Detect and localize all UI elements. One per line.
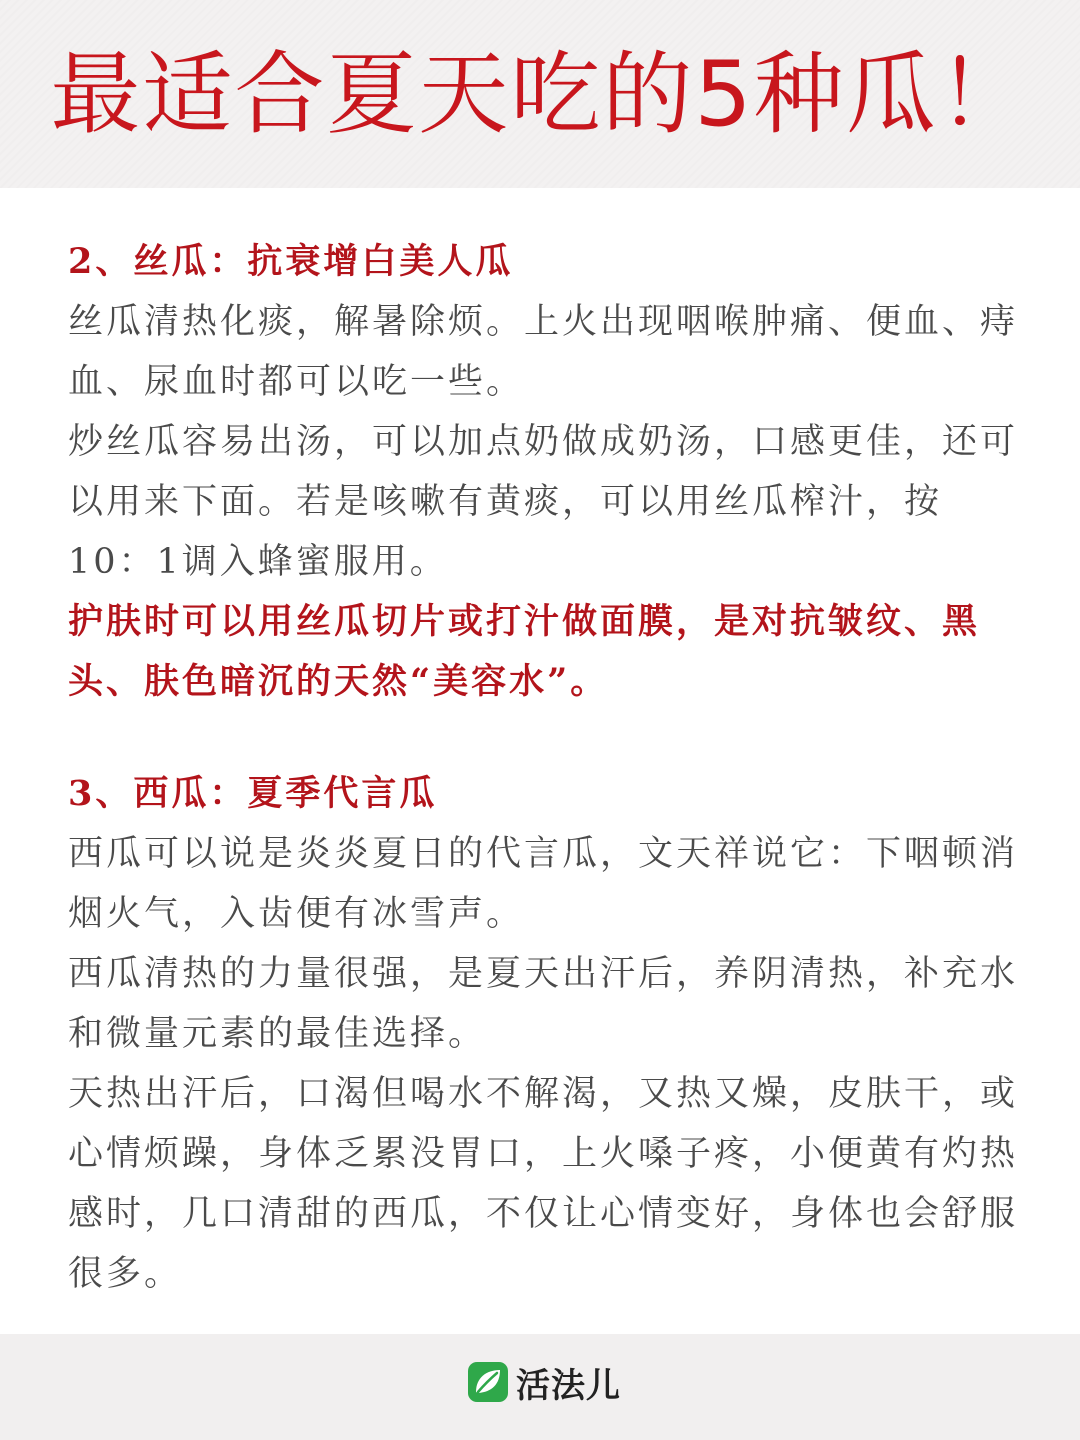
header-band <box>0 0 1080 188</box>
article-body <box>0 188 1080 1334</box>
brand-logo <box>466 1358 621 1406</box>
page-title: 最适合夏天吃的5种瓜！ <box>50 42 1030 147</box>
section-watermelon <box>68 764 1018 1304</box>
paragraph: 炒丝瓜容易出汤，可以加点奶做成奶汤，口感更佳，还可以用来下面。若是咳嗽有黄痰，可以用丝瓜榨汁，按10：1调入蜂蜜服用。 <box>68 422 1019 582</box>
footer <box>0 1334 1080 1440</box>
brand-name: 活法儿 <box>516 1365 621 1406</box>
section-heading: 3、西瓜：夏季代言瓜 <box>68 773 438 814</box>
paragraph: 西瓜清热的力量很强，是夏天出汗后，养阴清热，补充水和微量元素的最佳选择。 <box>68 954 1019 1054</box>
section-heading: 2、丝瓜：抗衰增白美人瓜 <box>68 241 514 282</box>
section-luffa <box>68 232 1018 712</box>
paragraph: 丝瓜清热化痰，解暑除烦。上火出现咽喉肿痛、便血、痔血、尿血时都可以吃一些。 <box>68 302 1019 402</box>
green-leaf-icon <box>466 1360 510 1404</box>
paragraph: 天热出汗后，口渴但喝水不解渴，又热又燥，皮肤干，或心情烦躁，身体乏累没胃口，上火嗓子疼，小便黄有灼热感时，几口清甜的西瓜，不仅让心情变好，身体也会舒服很多。 <box>68 1074 1019 1294</box>
paragraph: 西瓜可以说是炎炎夏日的代言瓜，文天祥说它：下咽顿消烟火气，入齿便有冰雪声。 <box>68 834 1019 934</box>
highlight-paragraph: 护肤时可以用丝瓜切片或打汁做面膜，是对抗皱纹、黑头、肤色暗沉的天然“美容水”。 <box>68 601 981 702</box>
